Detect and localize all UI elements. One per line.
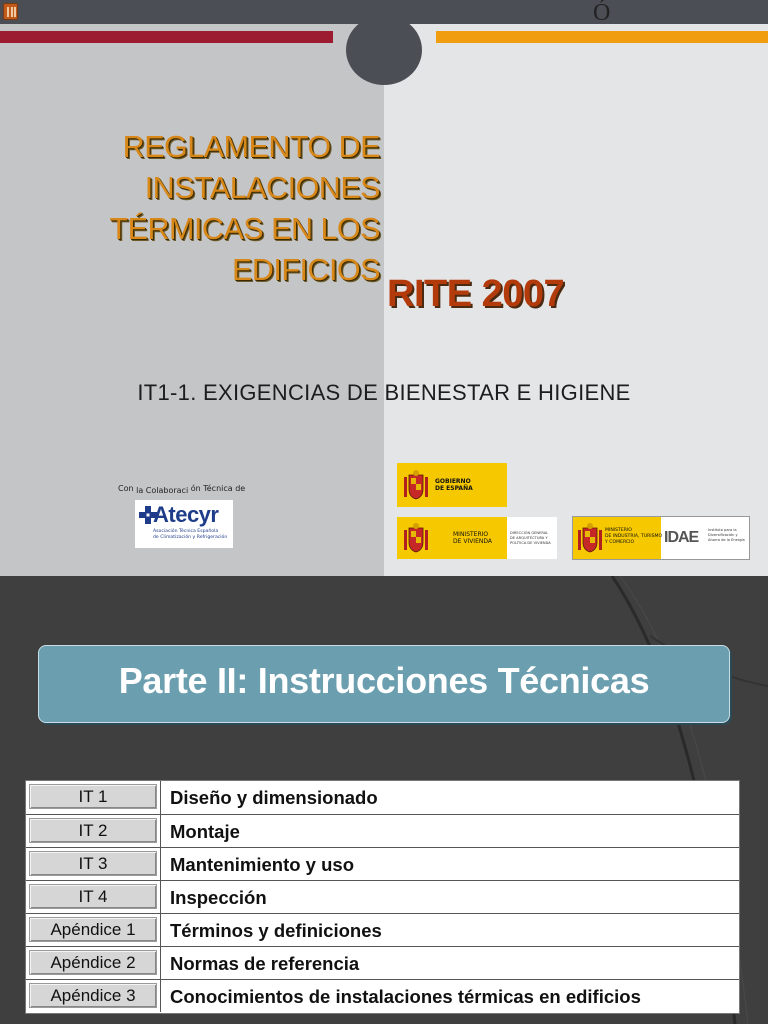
atecyr-name: Atecyr bbox=[153, 502, 219, 527]
collaboration-caption bbox=[118, 484, 245, 493]
column-divider bbox=[160, 914, 161, 946]
gobierno-espana-logo bbox=[397, 463, 507, 507]
instruction-code-button[interactable]: Apéndice 2 bbox=[29, 950, 157, 975]
instruction-code-button[interactable]: IT 1 bbox=[29, 784, 157, 809]
slide-subtitle: IT1-1. EXIGENCIAS DE BIENESTAR E HIGIENE bbox=[137, 380, 631, 405]
gov-label-line: DE INDUSTRIA, TURISMO bbox=[605, 534, 663, 539]
ministerio-industria-idae-logo bbox=[572, 516, 750, 560]
instruction-code-button[interactable]: IT 3 bbox=[29, 851, 157, 876]
column-divider bbox=[160, 980, 161, 1012]
column-divider bbox=[160, 815, 161, 847]
table-row bbox=[26, 781, 739, 814]
column-divider bbox=[160, 881, 161, 913]
gov-label-line: DE VIVIENDA bbox=[453, 538, 492, 545]
table-row bbox=[26, 880, 739, 913]
code-cell bbox=[26, 881, 160, 913]
coat-of-arms-icon bbox=[577, 522, 603, 554]
title-line: INSTALACIONES bbox=[144, 171, 380, 205]
coat-of-arms-icon bbox=[403, 469, 429, 501]
instruction-description: Diseño y dimensionado bbox=[170, 787, 378, 808]
instructions-table bbox=[25, 780, 740, 1014]
banner-title: Parte II: Instrucciones Técnicas bbox=[118, 660, 650, 701]
instruction-description: Conocimientos de instalaciones térmicas en edificios bbox=[170, 986, 641, 1007]
column-divider bbox=[160, 848, 161, 880]
column-divider bbox=[160, 781, 161, 814]
ministerio-vivienda-logo bbox=[397, 517, 557, 559]
atecyr-sub-line: Asociación Técnica Española bbox=[153, 529, 219, 534]
orange-accent-line bbox=[436, 31, 768, 43]
instructions-slide bbox=[0, 576, 768, 1024]
gov-label-line: DE ESPAÑA bbox=[435, 485, 473, 492]
idae-logo-text: IDAE bbox=[664, 529, 699, 546]
slide-title bbox=[40, 127, 380, 291]
table-row bbox=[26, 946, 739, 979]
atecyr-subtitle bbox=[153, 529, 231, 541]
gov-sublabel-line: POLÍTICA DE VIVIENDA bbox=[510, 541, 551, 545]
gov-label-line: GOBIERNO bbox=[435, 478, 471, 485]
collab-part: Con bbox=[118, 484, 134, 493]
code-cell bbox=[26, 848, 160, 880]
table-row bbox=[26, 847, 739, 880]
table-row bbox=[26, 814, 739, 847]
top-glyph: Ó bbox=[593, 0, 611, 26]
gov-sublabel bbox=[708, 528, 745, 543]
instruction-description: Mantenimiento y uso bbox=[170, 854, 354, 875]
code-cell bbox=[26, 781, 160, 814]
atecyr-logo bbox=[135, 500, 233, 548]
code-cell bbox=[26, 980, 160, 1012]
gov-label bbox=[605, 528, 662, 546]
title-line: EDIFICIOS bbox=[231, 253, 380, 287]
dark-circle-decoration bbox=[346, 15, 422, 85]
instruction-description: Normas de referencia bbox=[170, 953, 360, 974]
instruction-code-button[interactable]: IT 4 bbox=[29, 884, 157, 909]
gov-sublabel-line: Instituto para la bbox=[708, 528, 737, 532]
gov-sublabel-line: DIRECCIÓN GENERAL bbox=[510, 531, 549, 535]
title-line: REGLAMENTO DE bbox=[122, 130, 380, 164]
table-row bbox=[26, 979, 739, 1012]
instruction-code-button[interactable]: Apéndice 1 bbox=[29, 917, 157, 942]
gov-label-line: Y COMERCIO bbox=[605, 540, 635, 545]
instruction-code-button[interactable]: Apéndice 3 bbox=[29, 983, 157, 1008]
gov-label-line: MINISTERIO bbox=[605, 528, 632, 533]
atecyr-sub-line: de Climatización y Refrigeración bbox=[153, 535, 228, 540]
title-line: TÉRMICAS EN LOS bbox=[109, 212, 380, 246]
section-banner bbox=[38, 645, 730, 723]
gov-label bbox=[435, 478, 473, 492]
column-divider bbox=[160, 947, 161, 979]
instruction-code-button[interactable]: IT 2 bbox=[29, 818, 157, 843]
coat-of-arms-icon bbox=[403, 522, 429, 554]
rite-heading: RITE 2007 bbox=[387, 273, 565, 315]
code-cell bbox=[26, 947, 160, 979]
collab-part: la Colaboraci bbox=[136, 486, 189, 495]
gov-sublabel-line: Diversificación y bbox=[708, 533, 738, 537]
code-cell bbox=[26, 815, 160, 847]
gov-label-line: MINISTERIO bbox=[453, 531, 489, 538]
gov-sublabel bbox=[510, 531, 551, 546]
gov-sublabel-line: DE ARQUITECTURA Y bbox=[510, 536, 548, 540]
instruction-description: Inspección bbox=[170, 887, 267, 908]
table-row bbox=[26, 913, 739, 946]
gov-sublabel-line: Ahorro de la Energía bbox=[708, 538, 745, 542]
collab-part: ón Técnica de bbox=[190, 484, 246, 493]
left-gray-panel bbox=[0, 24, 384, 576]
code-cell bbox=[26, 914, 160, 946]
instruction-description: Términos y definiciones bbox=[170, 920, 382, 941]
presentation-app-icon[interactable] bbox=[3, 3, 18, 20]
instruction-description: Montaje bbox=[170, 821, 240, 842]
red-accent-line bbox=[0, 31, 333, 43]
gov-label bbox=[453, 531, 492, 545]
